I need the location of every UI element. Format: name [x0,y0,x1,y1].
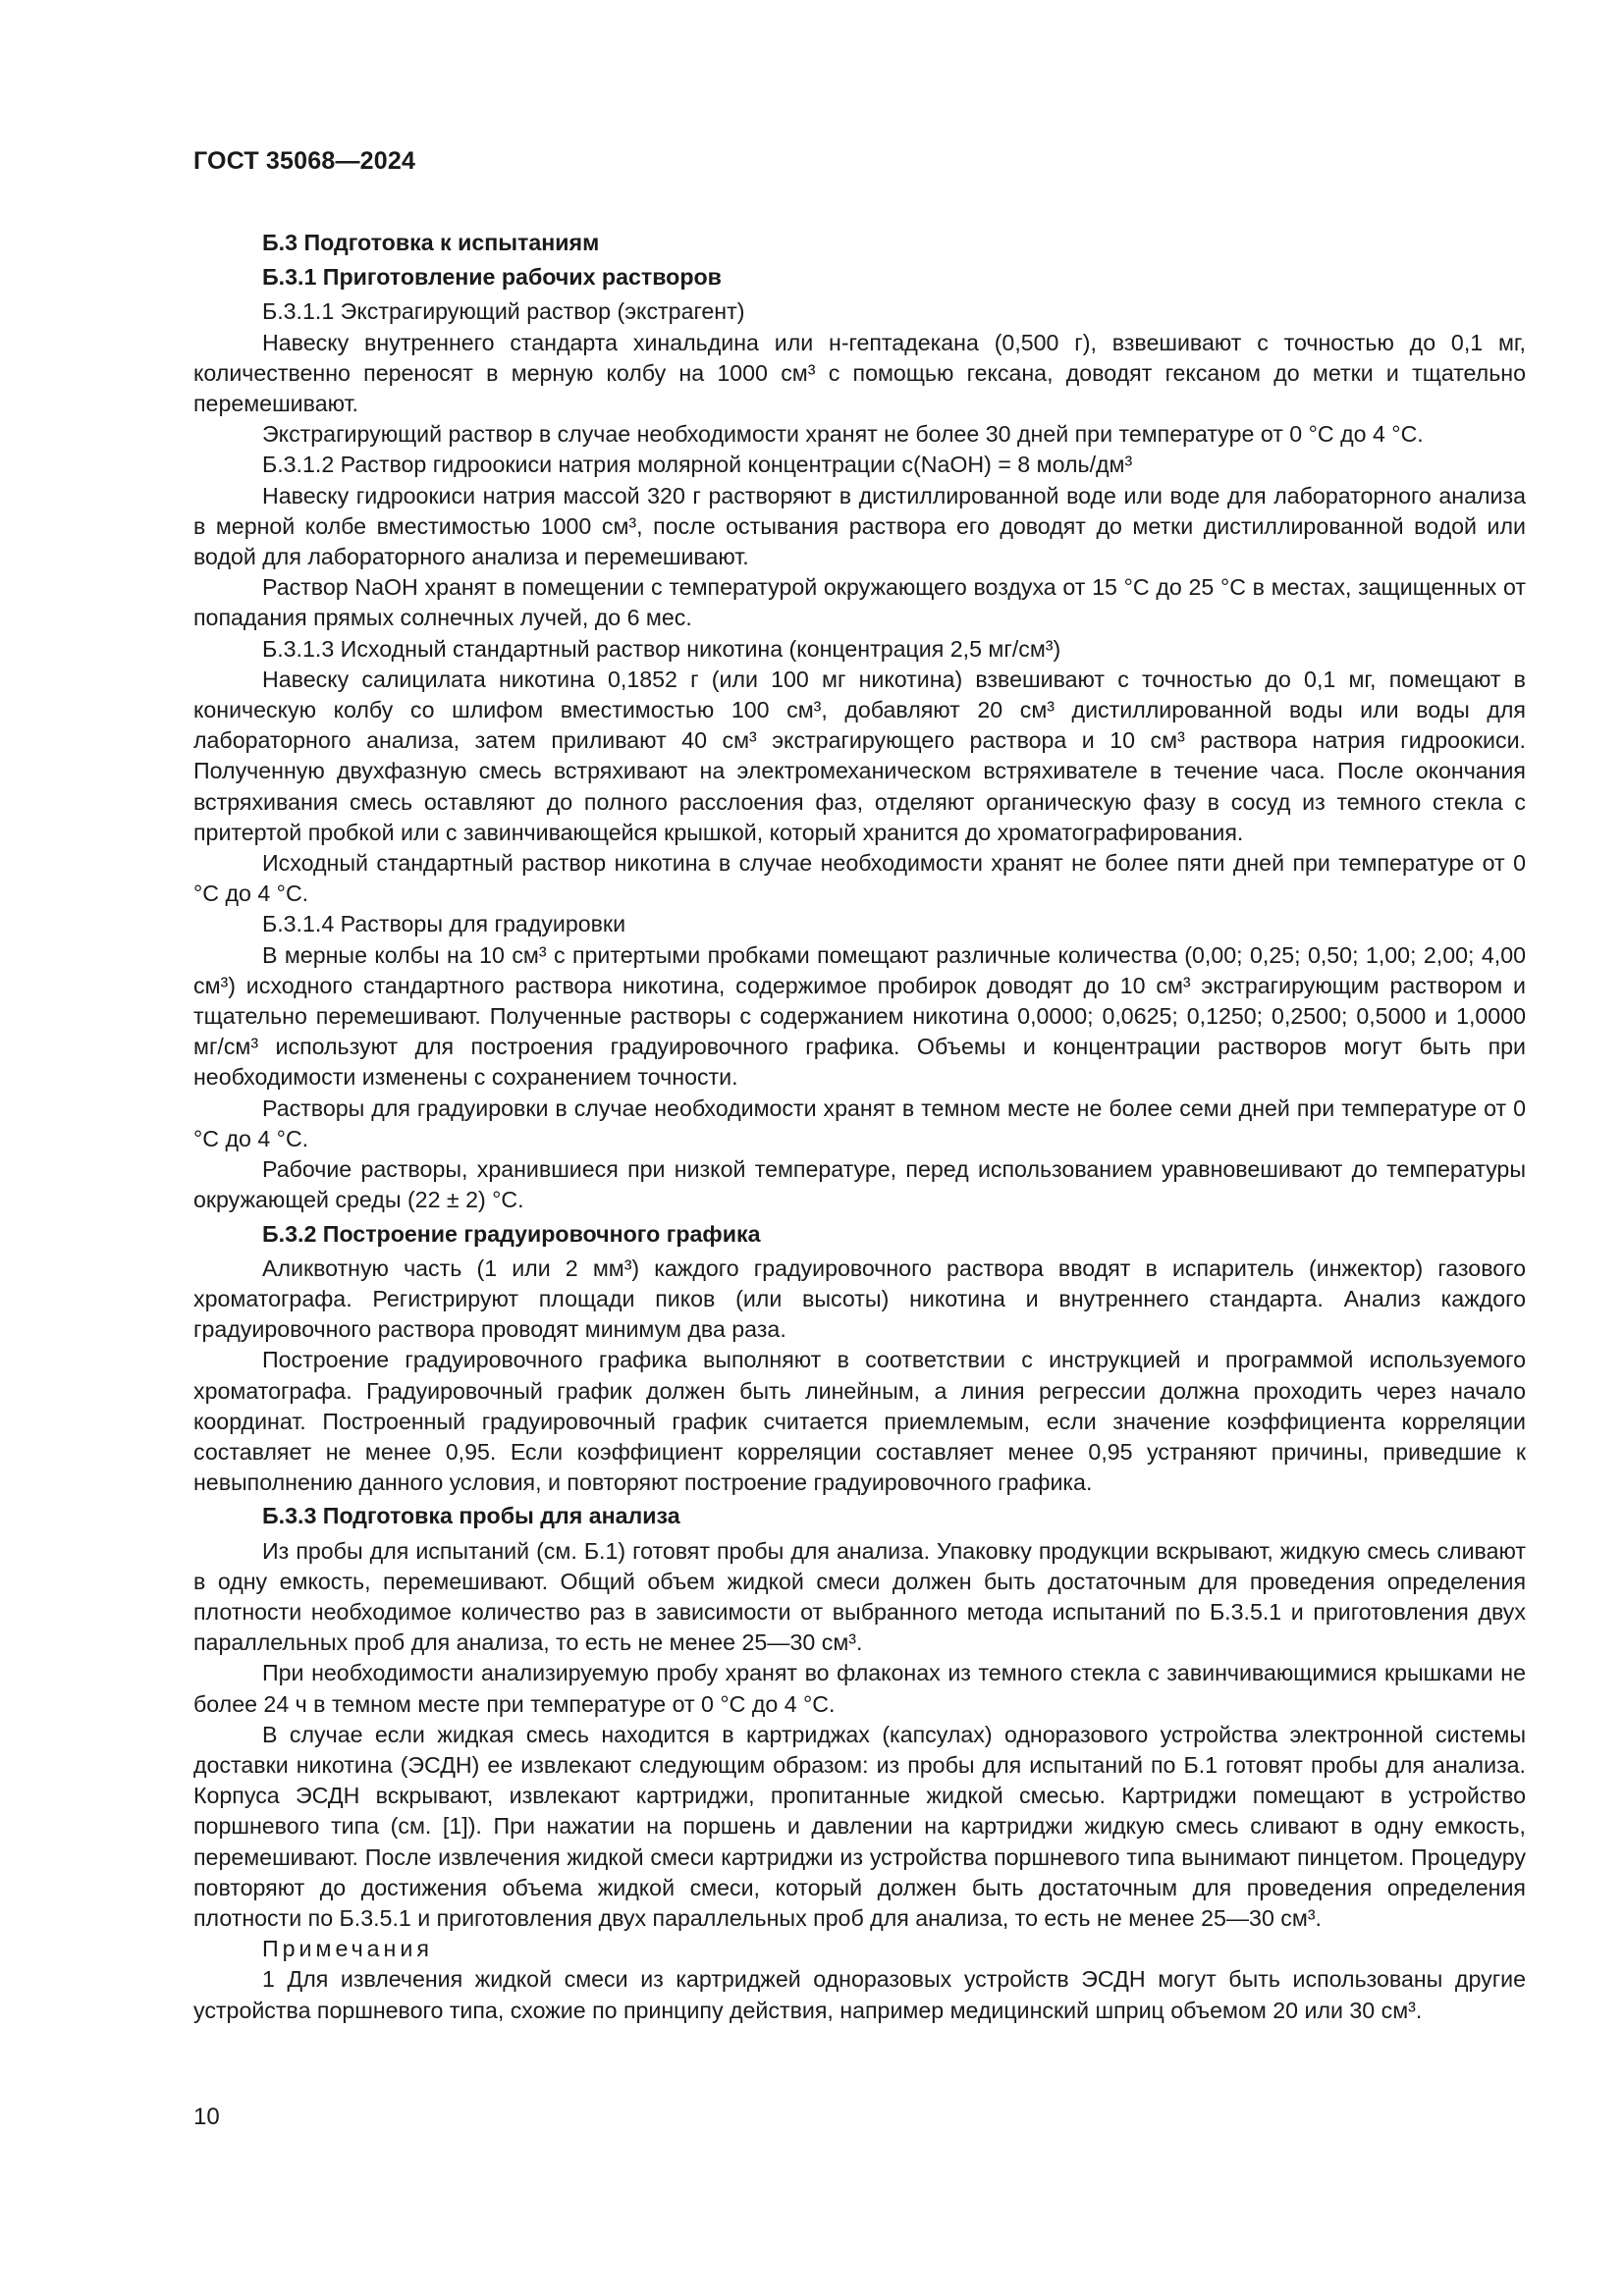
note-paragraph: 1 Для извлечения жидкой смеси из картриджей одноразовых устройств ЭСДН могут быть использованы другие устройства поршневого типа, схожие по принципу действия, например медицинский шприц объемом 20 или 30 см³. [193,1966,1526,2023]
paragraph: Навеску внутреннего стандарта хинальдина или н-гептадекана (0,500 г), взвешивают с точностью до 0,1 мг, количественно переносят в мерную колбу на 1000 см³ с помощью гексана, доводят гексаном до метки и тщательно перемешивают. [193,329,1526,417]
paragraph: Экстрагирующий раствор в случае необходимости хранят не более 30 дней при температуре от 0 °С до 4 °С. [262,421,1424,448]
section-heading: Б.3.3 Подготовка пробы для анализа [262,1503,680,1529]
page-number: 10 [193,2104,220,2130]
paragraph: Б.3.1.3 Исходный стандартный раствор никотина (концентрация 2,5 мг/см³) [262,635,1061,662]
paragraph: Б.3.1.1 Экстрагирующий раствор (экстрагент) [262,298,745,325]
section-heading: Б.3.1 Приготовление рабочих растворов [262,264,722,291]
section-heading: Б.3 Подготовка к испытаниям [262,230,600,255]
paragraph: Из пробы для испытаний (см. Б.1) готовят пробы для анализа. Упаковку продукции вскрывают, жидкую смесь сливают в одну емкость, перемешивают. Общий объем жидкой смеси должен быть достаточным для проведения определения плотности необходимое количество раз в зависимости от выбранного метода испытаний по Б.3.5.1 и приготовления двух параллельных проб для анализа, то есть не менее 25—30 см³. [193,1537,1526,1656]
paragraph: Растворы для градуировки в случае необходимости хранят в темном месте не более семи дней при температуре от 0 °С до 4 °С. [193,1095,1526,1151]
paragraph: Построение градуировочного графика выполняют в соответствии с инструкцией и программой используемого хроматографа. Градуировочный график должен быть линейным, а линия регрессии должна проходить через начало координат. Построенный градуировочный график считается приемлемым, если значение коэффициента корреляции составляет не менее 0,95. Если коэффициент корреляции составляет менее 0,95 устраняют причины, приведшие к невыполнению данного условия, и повторяют построение градуировочного графика. [193,1347,1526,1496]
paragraph: Навеску гидроокиси натрия массой 320 г растворяют в дистиллированной воде или воде для лабораторного анализа в мерной колбе вместимостью 1000 см³, после остывания раствора его доводят до метки дистиллированной водой или водой для лабораторного анализа и перемешивают. [193,482,1526,570]
paragraph: Раствор NaOH хранят в помещении с температурой окружающего воздуха от 15 °С до 25 °С в местах, защищенных от попадания прямых солнечных лучей, до 6 мес. [193,574,1526,631]
paragraph: Навеску салицилата никотина 0,1852 г (или 100 мг никотина) взвешивают с точностью до 0,1 мг, помещают в коническую колбу со шлифом вместимостью 100 см³, добавляют 20 см³ дистиллированной воды или воды для лабораторного анализа, затем приливают 40 см³ экстрагирующего раствора и 10 см³ раствора натрия гидроокиси. Полученную двухфазную смесь встряхивают на электромеханическом встряхивателе в течение часа. После окончания встряхивания смесь оставляют до полного расслоения фаз, отделяют органическую фазу в сосуд из темного стекла с притертой пробкой или с завинчивающейся крышкой, который хранится до хроматографирования. [193,666,1526,845]
paragraph: Аликвотную часть (1 или 2 мм³) каждого градуировочного раствора вводят в испаритель (инжектор) газового хроматографа. Регистрируют площади пиков (или высоты) никотина и внутреннего стандарта. Анализ каждого градуировочного раствора проводят минимум два раза. [193,1255,1526,1343]
paragraph: Б.3.1.4 Растворы для градуировки [262,911,626,937]
document-body [193,225,1526,2026]
paragraph: В мерные колбы на 10 см³ с притертыми пробками помещают различные количества (0,00; 0,25; 0,50; 1,00; 2,00; 4,00 см³) исходного стандартного раствора никотина, содержимое пробирок доводят до 10 см³ экстрагирующим раствором и тщательно перемешивают. Полученные растворы с содержанием никотина 0,0000; 0,0625; 0,1250; 0,2500; 0,5000 и 1,0000 мг/см³ используют для построения градуировочного графика. Объемы и концентрации растворов могут быть при необходимости изменены с сохранением точности. [193,941,1526,1091]
paragraph: При необходимости анализируемую пробу хранят во флаконах из темного стекла с завинчивающимися крышками не более 24 ч в темном месте при температуре от 0 °С до 4 °С. [193,1660,1526,1717]
notes-heading: Примечания [262,1936,433,1962]
standard-header: ГОСТ 35068—2024 [193,147,416,175]
paragraph: Рабочие растворы, хранившиеся при низкой температуре, перед использованием уравновешивают до температуры окружающей среды (22 ± 2) °С. [193,1156,1526,1213]
section-heading: Б.3.2 Построение градуировочного графика [262,1220,761,1247]
paragraph: Б.3.1.2 Раствор гидроокиси натрия молярной концентрации с(NaOH) = 8 моль/дм³ [262,452,1133,478]
paragraph: Исходный стандартный раствор никотина в случае необходимости хранят не более пяти дней при температуре от 0 °С до 4 °С. [193,850,1526,907]
paragraph: В случае если жидкая смесь находится в картриджах (капсулах) одноразового устройства электронной системы доставки никотина (ЭСДН) ее извлекают следующим образом: из пробы для испытаний по Б.1 готовят пробы для анализа. Корпуса ЭСДН вскрывают, извлекают картриджи, пропитанные жидкой смесью. Картриджи помещают в устройство поршневого типа (см. [1]). При нажатии на поршень и давлении на картриджи жидкую смесь сливают в одну емкость, перемешивают. После извлечения жидкой смеси картриджи из устройства поршневого типа вынимают пинцетом. Процедуру повторяют до достижения объема жидкой смеси, который должен быть достаточным для проведения определения плотности по Б.3.5.1 и приготовления двух параллельных проб для анализа, то есть не менее 25—30 см³. [193,1721,1526,1931]
